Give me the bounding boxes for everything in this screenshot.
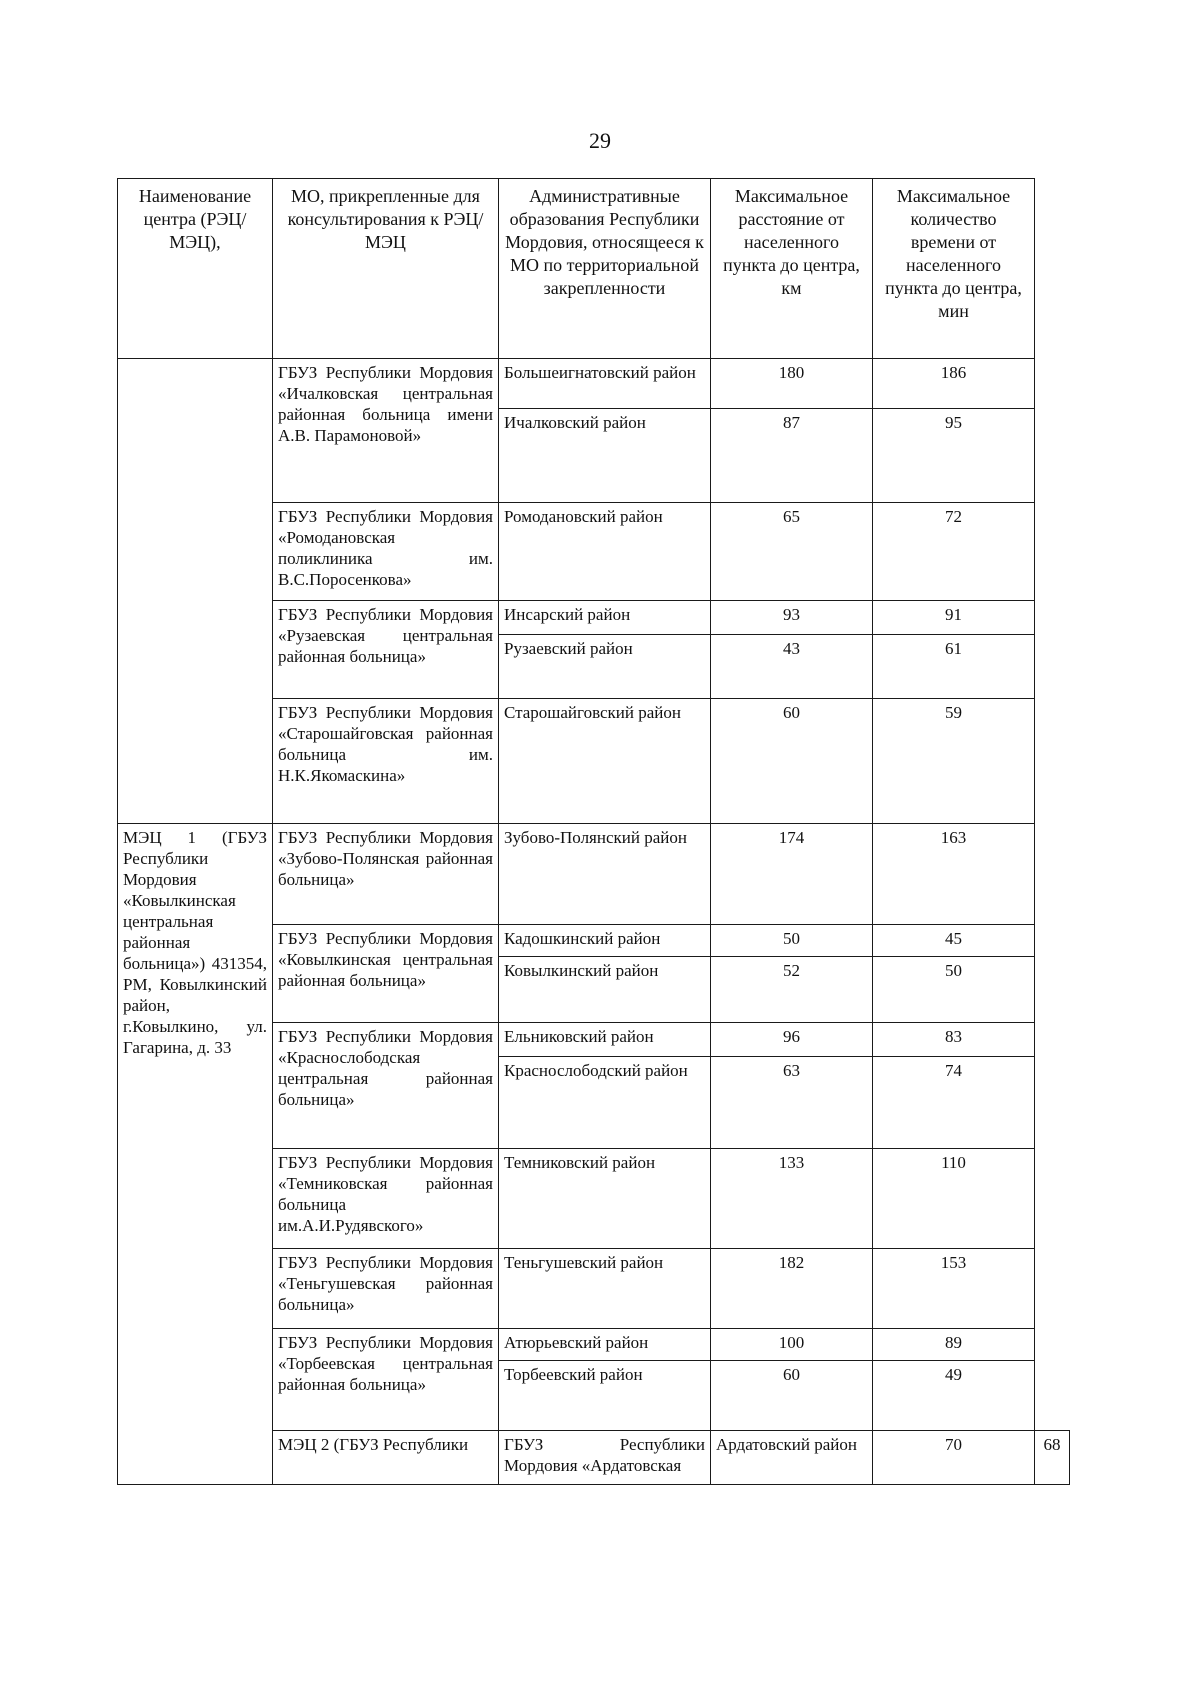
time-cell: 91	[873, 601, 1035, 635]
time-cell: 50	[873, 957, 1035, 1023]
distance-cell: 87	[711, 409, 873, 503]
distance-cell: 182	[711, 1249, 873, 1329]
distance-cell: 180	[711, 359, 873, 409]
time-cell: 153	[873, 1249, 1035, 1329]
page-number: 29	[589, 128, 611, 153]
district-cell: Зубово-Полянский район	[499, 824, 711, 925]
district-cell: Ромодановский район	[499, 503, 711, 601]
header-max-distance: Максимальное расстояние от населенного пункта до центра, км	[711, 179, 873, 359]
distance-cell: 50	[711, 925, 873, 957]
distance-cell: 52	[711, 957, 873, 1023]
time-cell: 95	[873, 409, 1035, 503]
district-cell: Атюрьевский район	[499, 1329, 711, 1361]
table-row	[118, 824, 1070, 925]
distance-cell: 63	[711, 1057, 873, 1149]
header-max-time: Максимальное количество времени от населенного пункта до центра, мин	[873, 179, 1035, 359]
distance-cell: 100	[711, 1329, 873, 1361]
distance-cell: 65	[711, 503, 873, 601]
org-cell: ГБУЗ Республики Мордовия «Темниковская районная больница им.А.И.Рудявского»	[273, 1149, 499, 1249]
district-cell: Ичалковский район	[499, 409, 711, 503]
district-cell: Теньгушевский район	[499, 1249, 711, 1329]
distance-cell: 43	[711, 635, 873, 699]
time-cell: 72	[873, 503, 1035, 601]
center-name-cell: МЭЦ 1 (ГБУЗ Республики Мордовия «Ковылкинская центральная районная больница») 431354, РМ, Ковылкинский район, г.Ковылкино, ул. Гагарина, д. 33	[118, 824, 273, 1485]
time-cell: 74	[873, 1057, 1035, 1149]
distance-cell: 93	[711, 601, 873, 635]
district-cell: Инсарский район	[499, 601, 711, 635]
header-admin-units: Административные образования Республики Мордовия, относящееся к МО по территориальной закрепленности	[499, 179, 711, 359]
distance-cell: 96	[711, 1023, 873, 1057]
time-cell: 83	[873, 1023, 1035, 1057]
time-cell: 89	[873, 1329, 1035, 1361]
org-cell: ГБУЗ Республики Мордовия «Теньгушевская районная больница»	[273, 1249, 499, 1329]
distance-cell: 70	[873, 1431, 1035, 1485]
district-cell: Темниковский район	[499, 1149, 711, 1249]
distance-cell: 60	[711, 699, 873, 824]
org-cell: ГБУЗ Республики Мордовия «Краснослободская центральная районная больница»	[273, 1023, 499, 1149]
table-header-row	[118, 179, 1070, 359]
org-cell: ГБУЗ Республики Мордовия «Ковылкинская центральная районная больница»	[273, 925, 499, 1023]
header-attached-mo: МО, прикрепленные для консультирования к РЭЦ/МЭЦ	[273, 179, 499, 359]
center-name-cell: МЭЦ 2 (ГБУЗ Республики	[273, 1431, 499, 1485]
distance-cell: 174	[711, 824, 873, 925]
time-cell: 68	[1035, 1431, 1070, 1485]
centers-table	[117, 178, 1070, 1485]
time-cell: 61	[873, 635, 1035, 699]
district-cell: Кадошкинский район	[499, 925, 711, 957]
distance-cell: 133	[711, 1149, 873, 1249]
table-row	[118, 359, 1070, 409]
time-cell: 59	[873, 699, 1035, 824]
district-cell: Ардатовский район	[711, 1431, 873, 1485]
distance-cell: 60	[711, 1361, 873, 1431]
district-cell: Торбеевский район	[499, 1361, 711, 1431]
district-cell: Ельниковский район	[499, 1023, 711, 1057]
district-cell: Краснослободский район	[499, 1057, 711, 1149]
org-cell: ГБУЗ Республики Мордовия «Торбеевская центральная районная больница»	[273, 1329, 499, 1431]
district-cell: Старошайговский район	[499, 699, 711, 824]
org-cell: ГБУЗ Республики Мордовия «Зубово-Полянская районная больница»	[273, 824, 499, 925]
district-cell: Большеигнатовский район	[499, 359, 711, 409]
org-cell: ГБУЗ Республики Мордовия «Рузаевская центральная районная больница»	[273, 601, 499, 699]
district-cell: Ковылкинский район	[499, 957, 711, 1023]
district-cell: Рузаевский район	[499, 635, 711, 699]
time-cell: 186	[873, 359, 1035, 409]
org-cell: ГБУЗ Республики Мордовия «Ичалковская центральная районная больница имени А.В. Парамоновой»	[273, 359, 499, 503]
org-cell: ГБУЗ Республики Мордовия «Старошайговская районная больница им. Н.К.Якомаскина»	[273, 699, 499, 824]
time-cell: 110	[873, 1149, 1035, 1249]
time-cell: 45	[873, 925, 1035, 957]
time-cell: 163	[873, 824, 1035, 925]
header-center-name: Наименование центра (РЭЦ/МЭЦ),	[118, 179, 273, 359]
org-cell: ГБУЗ Республики Мордовия «Ардатовская	[499, 1431, 711, 1485]
org-cell: ГБУЗ Республики Мордовия «Ромодановская поликлиника им. В.С.Поросенкова»	[273, 503, 499, 601]
center-name-cell	[118, 359, 273, 824]
time-cell: 49	[873, 1361, 1035, 1431]
